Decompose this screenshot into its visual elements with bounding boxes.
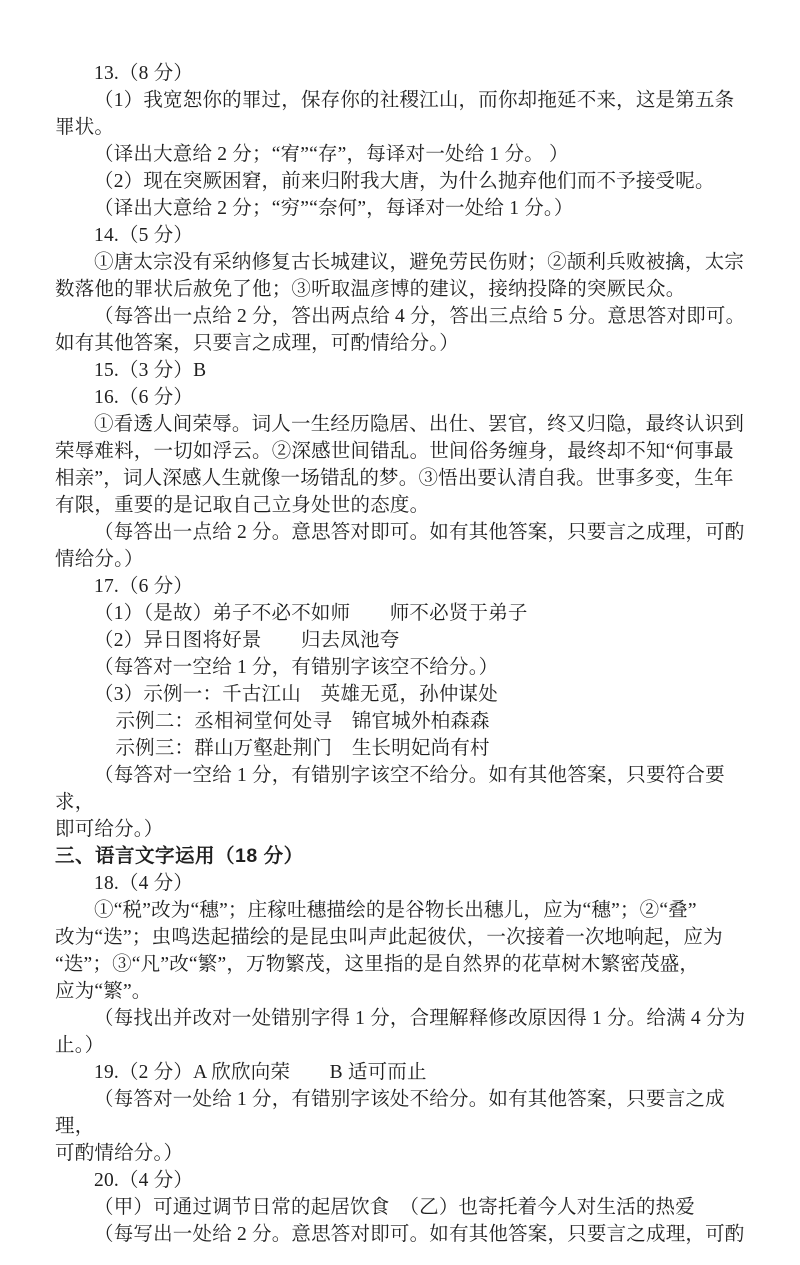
answer-line: （每答对一空给 1 分，有错别字该空不给分。如有其他答案，只要符合要求， [55, 765, 725, 813]
answer-line: ①看透人间荣辱。词人一生经历隐居、出仕、罢官，终又归隐，最终认识到 [94, 414, 745, 435]
answer-line: （2）现在突厥困窘，前来归附我大唐，为什么抛弃他们而不予接受呢。 [94, 171, 715, 192]
answer-line: 20.（4 分） [94, 1170, 194, 1191]
answer-line: 如有其他答案，只要言之成理，可酌情给分。） [55, 333, 459, 354]
answer-line: （译出大意给 2 分；“穷”“奈何”，每译对一处给 1 分。） [94, 198, 574, 219]
section-heading: 三、语言文字运用（18 分） [55, 845, 304, 867]
answer-line: 示例三：群山万壑赴荆门 生长明妃尚有村 [115, 738, 490, 759]
answer-line: 14.（5 分） [94, 225, 194, 246]
answer-line: 13.（8 分） [94, 63, 194, 84]
answer-line: 情给分。） [55, 549, 144, 570]
answer-line: （3）示例一：千古江山 英雄无觅，孙仲谋处 [94, 684, 498, 705]
answer-line: 17.（6 分） [94, 576, 194, 597]
answer-line: 19.（2 分）A 欣欣向荣 B 适可而止 [94, 1062, 427, 1083]
answer-line: ①唐太宗没有采纳修复古长城建议，避免劳民伤财；②颉利兵败被擒，太宗 [94, 252, 745, 273]
answer-line: （1）我宽恕你的罪过，保存你的社稷江山，而你却拖延不来，这是第五条 [94, 90, 735, 111]
answer-line: 止。） [55, 1035, 105, 1056]
answer-line: 改为“迭”；虫鸣迭起描绘的是昆虫叫声此起彼伏，一次接着一次地响起，应为 [55, 927, 723, 948]
answer-line: 示例二：丞相祠堂何处寻 锦官城外柏森森 [115, 711, 490, 732]
answer-line: （每答对一处给 1 分，有错别字该处不给分。如有其他答案，只要言之成理， [55, 1089, 725, 1137]
answer-line: 罪状。 [55, 117, 115, 138]
answer-line: （译出大意给 2 分；“宥”“存”，每译对一处给 1 分。 ） [94, 144, 569, 165]
answer-line: （2）异日图将好景 归去凤池夸 [94, 630, 400, 651]
answer-line: 有限，重要的是记取自己立身处世的态度。 [55, 495, 430, 516]
answer-line: 应为“繁”。 [55, 981, 152, 1002]
answer-line: （甲）可通过调节日常的起居饮食 （乙）也寄托着今人对生活的热爱 [94, 1197, 695, 1218]
answer-line: （每写出一处给 2 分。意思答对即可。如有其他答案，只要言之成理，可酌 [94, 1224, 745, 1245]
answer-line: 可酌情给分。） [55, 1143, 184, 1164]
answer-line: 15.（3 分）B [94, 360, 207, 381]
answer-line: （每答出一点给 2 分。意思答对即可。如有其他答案，只要言之成理，可酌 [94, 522, 745, 543]
answer-lines [55, 60, 756, 1248]
answer-line: ①“税”改为“穗”；庄稼吐穗描绘的是谷物长出穗儿，应为“穗”；②“叠” [94, 900, 697, 921]
answer-line: （每找出并改对一处错别字得 1 分，合理解释修改原因得 1 分。给满 4 分为 [94, 1008, 746, 1029]
answer-line: 16.（6 分） [94, 387, 194, 408]
answer-line: 18.（4 分） [94, 873, 194, 894]
answer-line: 数落他的罪状后赦免了他；③听取温彦博的建议，接纳投降的突厥民众。 [55, 279, 686, 300]
answer-line: 即可给分。） [55, 819, 164, 840]
answer-line: （每答出一点给 2 分，答出两点给 4 分，答出三点给 5 分。意思答对即可。 [94, 306, 746, 327]
answer-line: “迭”；③“凡”改“繁”，万物繁茂，这里指的是自然界的花草树木繁密茂盛， [55, 954, 700, 975]
answer-line: 相亲”，词人深感人生就像一场错乱的梦。③悟出要认清自我。世事多变，生年 [55, 468, 734, 489]
answer-line: （每答对一空给 1 分，有错别字该空不给分。） [94, 657, 499, 678]
answer-line: 荣辱难料，一切如浮云。②深感世间错乱。世间俗务缠身，最终却不知“何事最 [55, 441, 734, 462]
answer-line: （1）（是故）弟子不必不如师 师不必贤于弟子 [94, 603, 528, 624]
